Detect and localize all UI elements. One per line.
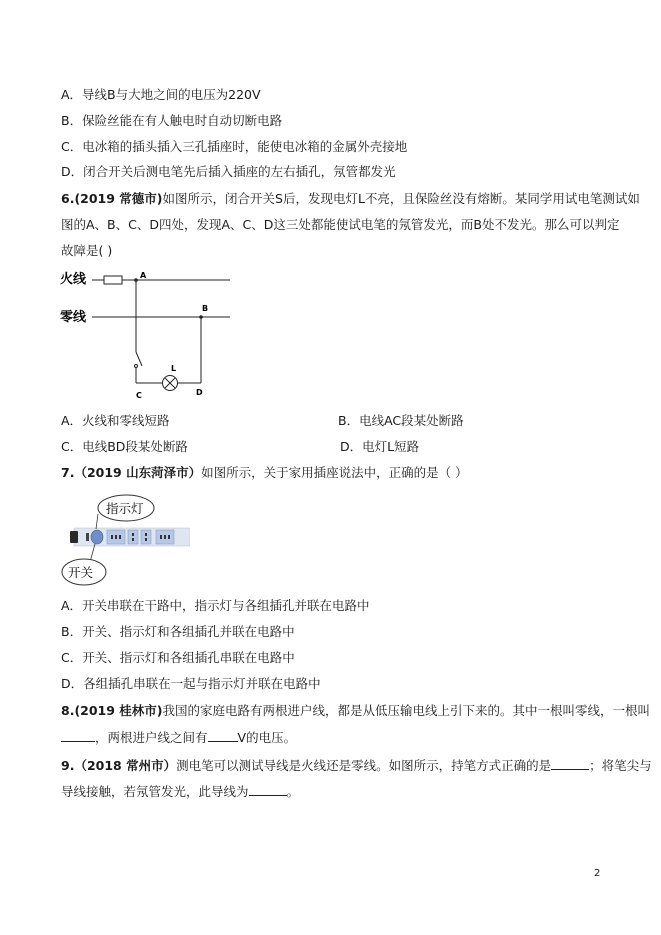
indicator-callout-pointer	[96, 514, 98, 529]
q7-option-a: A．开关串联在干路中，指示灯与各组插孔并联在电路中	[61, 598, 370, 613]
power-cord-plug	[70, 531, 78, 543]
q5-option-c: C．电冰箱的插头插入三孔插座时，能使电冰箱的金属外壳接地	[61, 139, 408, 154]
q9-line1-part1: 测电笔可以测试导线是火线还是零线。如图所示，持笔方式正确的是	[176, 758, 552, 773]
q9-blank-1[interactable]	[551, 757, 589, 770]
q8-blank-2[interactable]	[208, 729, 238, 742]
q8-line1-text: 我国的家庭电路有两根进户线，都是从低压输电线上引下来的。其中一根叫零线，一根叫	[162, 703, 651, 718]
q8-line2-part3: V的电压。	[237, 730, 297, 745]
switch-contact	[135, 365, 138, 368]
socket-2	[128, 530, 138, 544]
q8-stem-line1	[61, 703, 650, 719]
socket-3	[141, 530, 151, 544]
q9-line2-part1: 导线接触，若氖管发光，此导线为	[61, 784, 249, 799]
indicator-label: 指示灯	[106, 501, 144, 516]
q7-option-d: D．各组插孔串联在一起与指示灯并联在电路中	[61, 676, 321, 691]
q7-power-strip-diagram	[60, 492, 190, 588]
q8-line2-part2: ，两根进户线之间有	[95, 730, 208, 745]
q9-stem-line1	[61, 757, 652, 774]
q8-blank-1[interactable]	[61, 729, 95, 742]
q9-source: 9.（2018 常州市）	[61, 758, 177, 773]
q6-source: 6.(2019 常德市)	[61, 191, 163, 206]
q6-line1-text: 如图所示，闭合开关S后，发现电灯L不亮，且保险丝没有熔断。某同学用试电笔测试如	[162, 191, 640, 206]
q6-stem-line3: 故障是( )	[61, 243, 113, 258]
q5-option-a: A．导线B与大地之间的电压为220V	[61, 87, 261, 102]
switch-button	[91, 530, 103, 544]
q5-option-d: D．闭合开关后测电笔先后插入插座的左右插孔，氖管都发光	[61, 164, 396, 179]
q6-option-b: B．电线AC段某处断路	[338, 413, 464, 428]
point-c-label: C	[136, 391, 142, 400]
q9-line1-part2: ；将笔尖与	[589, 758, 652, 773]
point-b-label: B	[202, 304, 209, 313]
q6-option-a: A．火线和零线短路	[61, 413, 170, 428]
q8-source: 8.(2019 桂林市)	[61, 703, 163, 718]
fuse-symbol	[104, 276, 122, 284]
switch-label: 开关	[68, 565, 94, 580]
point-d-label: D	[196, 388, 203, 397]
q6-option-d: D．电灯L短路	[340, 439, 420, 454]
q8-stem-line2	[61, 729, 296, 746]
indicator-light	[86, 533, 89, 541]
q9-stem-line2	[61, 783, 299, 800]
q5-option-b: B．保险丝能在有人触电时自动切断电路	[61, 113, 283, 128]
q6-option-c: C．电线BD段某处断路	[61, 439, 188, 454]
switch-blade	[136, 352, 142, 366]
q6-stem-line1	[61, 191, 640, 207]
q7-option-c: C．开关、指示灯和各组插孔串联在电路中	[61, 650, 295, 665]
q6-stem-line2: 图的A、B、C、D四处，发现A、C、D这三处都能使试电笔的氖管发光，而B处不发光。那么可以判定	[61, 217, 620, 232]
q7-stem-text: 如图所示，关于家用插座说法中，正确的是（ ）	[201, 465, 468, 480]
point-a-label: A	[140, 271, 147, 280]
q7-source: 7.（2019 山东菏泽市）	[61, 465, 202, 480]
neutral-wire-label: 零线	[60, 310, 87, 325]
page-number: 2	[594, 868, 601, 879]
q9-line2-part2: 。	[286, 784, 300, 799]
lamp-label: L	[171, 364, 177, 373]
q6-circuit-diagram	[58, 266, 243, 404]
live-wire-label: 火线	[60, 272, 87, 287]
q7-stem	[61, 465, 468, 481]
q7-option-b: B．开关、指示灯和各组插孔并联在电路中	[61, 624, 295, 639]
q9-blank-2[interactable]	[249, 783, 287, 796]
